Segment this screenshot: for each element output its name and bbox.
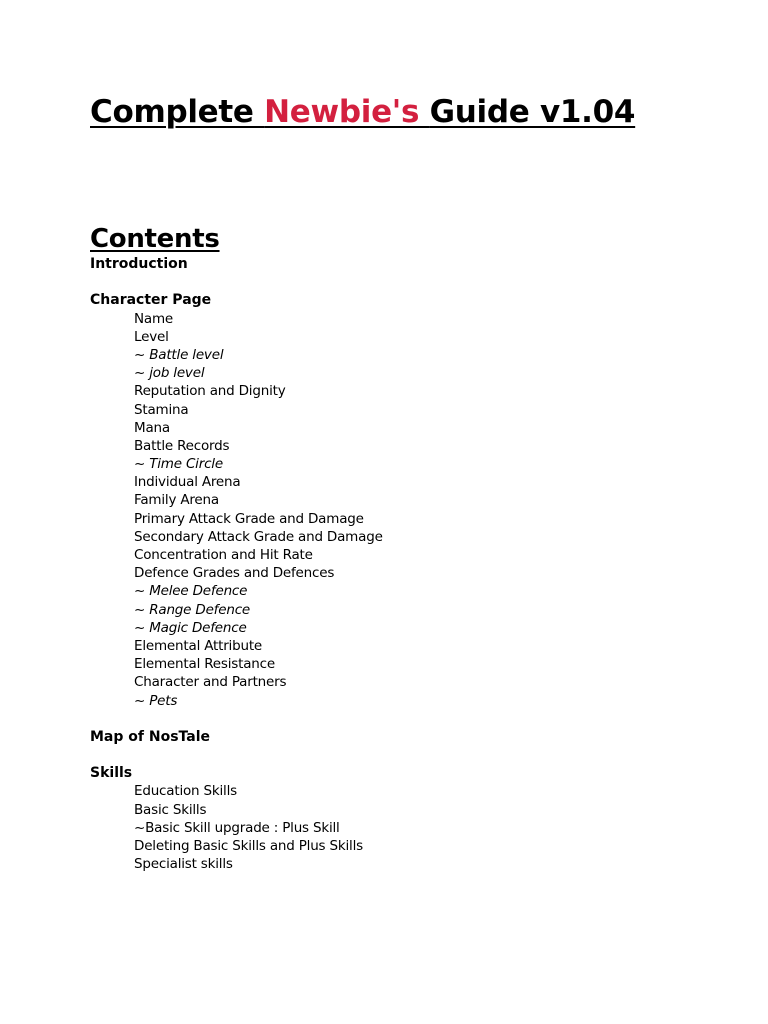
toc-item-label: Individual Arena	[134, 474, 241, 491]
toc-item-section	[90, 764, 383, 782]
toc-spacer	[90, 746, 383, 764]
toc-item-sub	[90, 855, 383, 873]
toc-item-subsub	[90, 364, 383, 382]
toc-item-label: ~ job level	[134, 365, 205, 382]
toc-item-label: ~ Battle level	[134, 346, 224, 363]
toc-item-sub	[90, 564, 383, 582]
toc-item-label: Secondary Attack Grade and Damage	[134, 528, 383, 545]
toc-item-label: Skills	[90, 765, 133, 782]
toc-item-label: Mana	[134, 419, 170, 436]
toc-item-sub	[90, 837, 383, 855]
toc-item-sub	[90, 510, 383, 528]
toc-item-section	[90, 255, 383, 273]
toc-item-subsub	[90, 601, 383, 619]
table-of-contents	[90, 255, 383, 873]
toc-item-label: Elemental Attribute	[134, 637, 263, 654]
toc-item-label: Deleting Basic Skills and Plus Skills	[134, 838, 363, 854]
toc-item-sub	[90, 382, 383, 400]
toc-item-sub	[90, 782, 383, 800]
toc-item-sub	[90, 419, 383, 437]
title-part-newbies: Newbie's	[264, 94, 430, 130]
toc-item-sub	[90, 819, 383, 837]
toc-item-label: Battle Records	[134, 437, 230, 454]
toc-item-label: Character and Partners	[134, 674, 287, 691]
toc-item-subsub	[90, 619, 383, 637]
toc-item-sub	[90, 655, 383, 673]
toc-item-label: ~ Time Circle	[134, 456, 223, 473]
toc-item-sub	[90, 473, 383, 491]
toc-item-section	[90, 728, 383, 746]
contents-heading: Contents	[90, 224, 220, 254]
toc-item-label: ~ Melee Defence	[134, 583, 248, 600]
toc-item-label: ~ Pets	[134, 692, 178, 709]
toc-item-label: Name	[134, 310, 174, 327]
toc-item-sub	[90, 401, 383, 419]
toc-item-label: Elemental Resistance	[134, 656, 275, 673]
toc-item-section	[90, 291, 383, 309]
toc-item-label: Family Arena	[134, 492, 219, 509]
toc-item-sub	[90, 673, 383, 691]
toc-item-label: ~Basic Skill upgrade : Plus Skill	[134, 819, 340, 836]
toc-item-label: Education Skills	[134, 783, 237, 800]
toc-item-sub	[90, 801, 383, 819]
toc-spacer	[90, 273, 383, 291]
toc-item-label: Map of NosTale	[90, 728, 211, 745]
toc-item-label: ~ Magic Defence	[134, 619, 247, 636]
toc-item-label: Introduction	[90, 256, 188, 272]
toc-item-label: Stamina	[134, 401, 189, 418]
toc-item-sub	[90, 546, 383, 564]
toc-item-label: Concentration and Hit Rate	[134, 547, 313, 563]
toc-item-label: Level	[134, 328, 169, 345]
toc-item-label: Defence Grades and Defences	[134, 565, 335, 582]
toc-item-label: Primary Attack Grade and Damage	[134, 510, 364, 527]
toc-item-label: Specialist skills	[134, 856, 233, 873]
toc-item-sub	[90, 437, 383, 455]
toc-item-label: Character Page	[90, 292, 212, 309]
title-part-guide-version: Guide v1.04	[429, 94, 636, 130]
toc-item-label: Reputation and Dignity	[134, 383, 286, 400]
toc-item-subsub	[90, 582, 383, 600]
toc-spacer	[90, 710, 383, 728]
toc-item-sub	[90, 637, 383, 655]
toc-item-label: ~ Range Defence	[134, 601, 251, 618]
toc-item-sub	[90, 310, 383, 328]
toc-item-subsub	[90, 346, 383, 364]
title-part-complete: Complete	[90, 94, 265, 130]
toc-item-sub	[90, 491, 383, 509]
toc-item-label: Basic Skills	[134, 801, 207, 818]
toc-item-subsub	[90, 455, 383, 473]
toc-item-sub	[90, 528, 383, 546]
document-title	[90, 92, 635, 132]
toc-item-subsub	[90, 692, 383, 710]
toc-item-sub	[90, 328, 383, 346]
